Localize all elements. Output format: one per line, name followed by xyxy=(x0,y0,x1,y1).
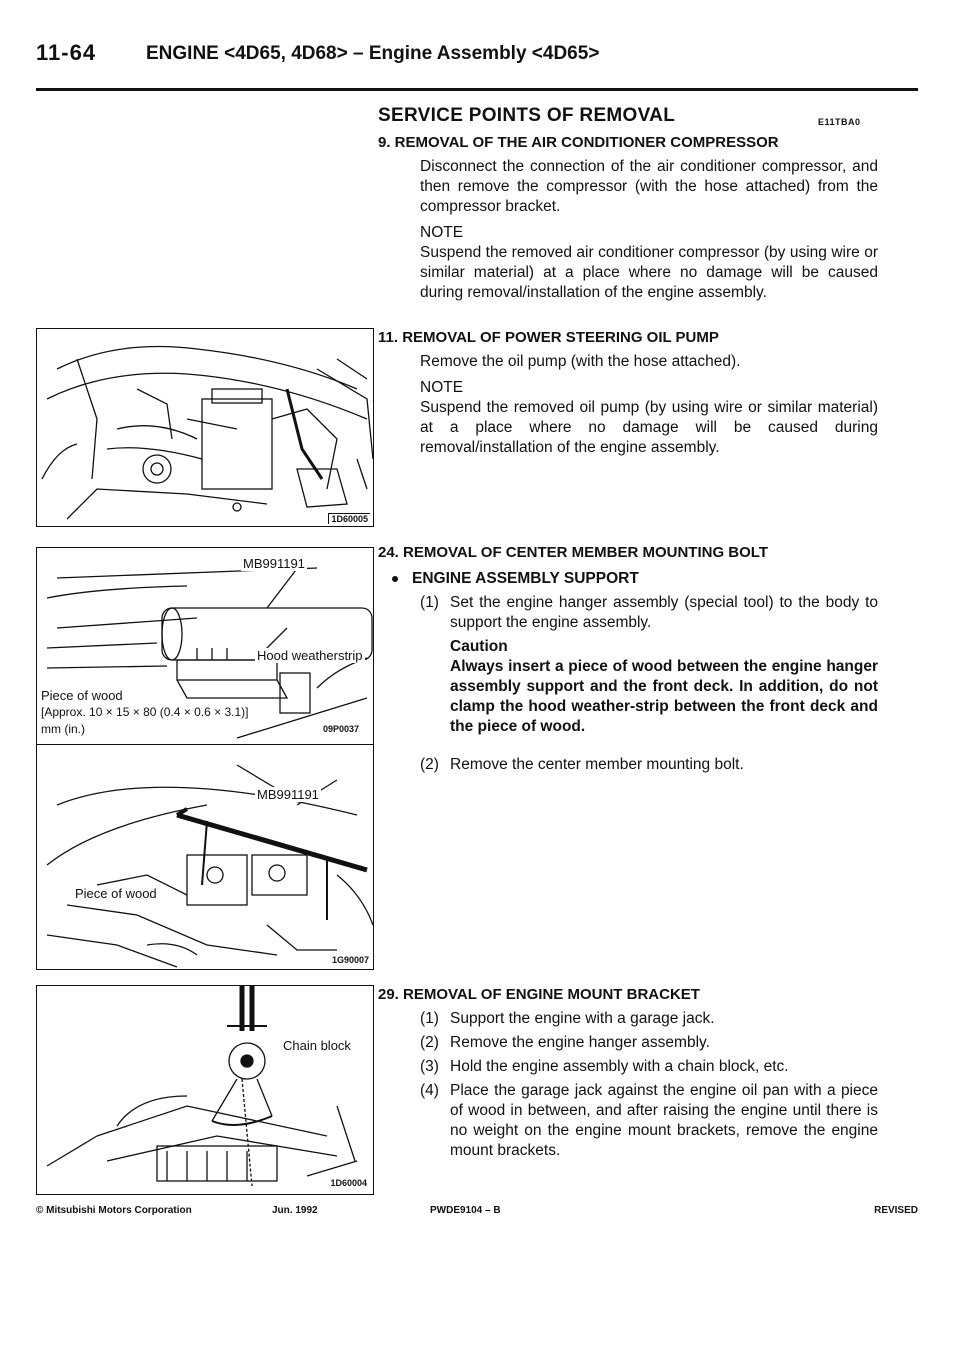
item-24-bullet-text: ENGINE ASSEMBLY SUPPORT xyxy=(412,570,639,587)
part-number-label: MB991191 xyxy=(243,556,305,571)
item-24-step-2 xyxy=(420,755,878,775)
item-9-note: Suspend the removed air conditioner compressor (by using wire or similar material) at a place where no damage will be caused during removal/installation of the engine assembly. xyxy=(420,244,878,301)
item-11-note-label: NOTE xyxy=(420,379,464,396)
part-number-label: MB991191 xyxy=(257,787,319,802)
hanger-installed-illustration xyxy=(37,745,374,970)
figure-ac-compressor xyxy=(36,328,374,527)
service-points-section xyxy=(378,106,878,307)
step-number: (2) xyxy=(420,756,439,773)
step-text: Support the engine with a garage jack. xyxy=(450,1010,715,1027)
item-24-step-1 xyxy=(420,593,878,737)
bullet-dot xyxy=(392,576,398,582)
item-29-step xyxy=(420,1081,878,1161)
caution-label: Caution xyxy=(450,638,508,655)
item-29-title: 29. REMOVAL OF ENGINE MOUNT BRACKET xyxy=(378,986,700,1003)
figure-code: 1D60005 xyxy=(328,513,370,524)
engine-compartment-illustration xyxy=(37,329,374,527)
step-text: Set the engine hanger assembly (special tool) to the body to support the engine assembly. xyxy=(450,594,878,631)
step-number: (4) xyxy=(420,1082,439,1099)
item-29-step xyxy=(420,1033,878,1053)
step-number: (2) xyxy=(420,1034,439,1051)
figure-code: 1D60004 xyxy=(330,1178,367,1188)
header-rule xyxy=(36,88,918,91)
footer-date: Jun. 1992 xyxy=(272,1205,318,1216)
item-11-section xyxy=(378,328,878,462)
item-9-text: Disconnect the connection of the air conditioner compressor, and then remove the compressor (with the hose attached) from the compressor bracket. xyxy=(420,158,878,215)
item-9-title: 9. REMOVAL OF THE AIR CONDITIONER COMPRESSOR xyxy=(378,134,779,151)
heading-code: E11TBA0 xyxy=(818,117,861,127)
service-points-heading: SERVICE POINTS OF REMOVAL xyxy=(378,105,676,126)
item-24-bullet xyxy=(378,569,878,589)
chain-block-label: Chain block xyxy=(283,1038,351,1053)
step-number: (1) xyxy=(420,594,439,611)
hood-weatherstrip-label: Hood weatherstrip xyxy=(257,648,363,663)
page-number: 11-64 xyxy=(36,40,97,65)
step-text: Remove the center member mounting bolt. xyxy=(450,756,744,773)
figure-hanger-installed xyxy=(36,745,374,970)
item-29-section xyxy=(378,985,878,1165)
chain-block-illustration xyxy=(37,986,374,1195)
piece-of-wood-label: Piece of wood xyxy=(41,688,123,703)
item-11-text: Remove the oil pump (with the hose attached). xyxy=(420,353,741,370)
units-label: mm (in.) xyxy=(41,722,85,736)
item-24-title: 24. REMOVAL OF CENTER MEMBER MOUNTING BOLT xyxy=(378,544,769,561)
item-29-step xyxy=(420,1057,878,1077)
page-header xyxy=(36,40,918,92)
step-text: Hold the engine assembly with a chain block, etc. xyxy=(450,1058,789,1075)
item-29-step xyxy=(420,1009,878,1029)
step-text: Place the garage jack against the engine oil pan with a piece of wood in between, and after raising the engine until there is no weight on the engine mount brackets, remove the engine mount brackets. xyxy=(450,1082,878,1159)
dimensions-label: [Approx. 10 × 15 × 80 (0.4 × 0.6 × 3.1)] xyxy=(41,705,249,719)
item-11-note: Suspend the removed oil pump (by using wire or similar material) at a place where no damage will be caused during removal/installation of the engine assembly. xyxy=(420,399,878,456)
section-title: ENGINE <4D65, 4D68> – Engine Assembly <4D65> xyxy=(146,43,600,64)
revision-status: REVISED xyxy=(874,1205,918,1216)
figure-chain-block xyxy=(36,985,374,1195)
step-number: (1) xyxy=(420,1010,439,1027)
item-24-section xyxy=(378,543,878,779)
document-code: PWDE9104 – B xyxy=(430,1205,501,1216)
figure-hanger-detail xyxy=(36,547,374,745)
caution-text: Always insert a piece of wood between the engine hanger assembly support and the front deck. In addition, do not clamp the hood weather-strip between the front deck and the piece of wood. xyxy=(450,658,878,735)
figure-code: 09P0037 xyxy=(322,724,359,734)
piece-of-wood-label: Piece of wood xyxy=(75,886,157,901)
step-number: (3) xyxy=(420,1058,439,1075)
figure-code: 1G90007 xyxy=(331,955,369,965)
item-9-note-label: NOTE xyxy=(420,224,464,241)
item-11-title: 11. REMOVAL OF POWER STEERING OIL PUMP xyxy=(378,329,719,346)
step-text: Remove the engine hanger assembly. xyxy=(450,1034,710,1051)
copyright: © Mitsubishi Motors Corporation xyxy=(36,1205,192,1216)
